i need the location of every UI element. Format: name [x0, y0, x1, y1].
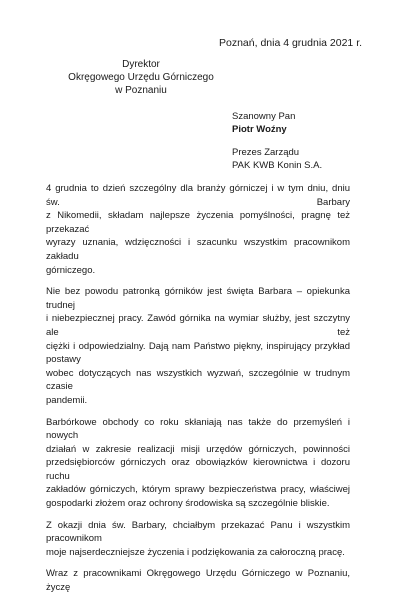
body-line: górniczego.	[46, 264, 96, 276]
sender-block	[46, 58, 236, 97]
recipient-role: Prezes Zarządu	[232, 147, 300, 158]
sender-office: Okręgowego Urzędu Górniczego	[68, 72, 214, 83]
body-line: gospodarki złożem oraz ochrony środowiska są szczególnie bliskie.	[46, 498, 330, 510]
paragraph-4	[46, 519, 350, 560]
recipient-name: Piotr Woźny	[232, 124, 287, 135]
recipient-block	[232, 110, 322, 172]
paragraph-5	[46, 567, 350, 594]
body-line: i niebezpiecznej pracy. Zawód górnika na wymiar służby, jest szczytny ale też	[46, 313, 350, 338]
sender-city: w Poznaniu	[115, 85, 167, 96]
body-line: wyrazy uznania, wdzięczności i szacunku wszystkim pracownikom zakładu	[46, 237, 350, 262]
body-line: 4 grudnia to dzień szczególny dla branży górniczej i w tym dniu, dniu św. Barbary	[46, 183, 350, 208]
paragraph-3	[46, 416, 350, 511]
body-line: Z okazji dnia św. Barbary, chciałbym przekazać Panu i wszystkim pracownikom	[46, 519, 350, 545]
letter-date: Poznań, dnia 4 grudnia 2021 r.	[219, 37, 363, 49]
body-line: zakładów górniczych, którym sprawy bezpieczeństwa pracy, właściwej	[46, 484, 350, 496]
paragraph-2	[46, 285, 350, 407]
body-line: Wraz z pracownikami Okręgowego Urzędu Górniczego w Poznaniu, życzę	[46, 568, 350, 594]
body-line: pandemii.	[46, 394, 88, 406]
body-line: z Nikomedii, składam najlepsze życzenia pomyślności, pragnę też przekazać	[46, 210, 350, 235]
body-line: Barbórkowe obchody co roku skłaniają nas także do przemyśleń i nowych	[46, 416, 350, 442]
recipient-salutation: Szanowny Pan	[232, 111, 296, 122]
letter-body	[46, 182, 350, 595]
paragraph-1	[46, 182, 350, 277]
body-line: moje najserdeczniejsze życzenia i podziękowania za całoroczną pracę.	[46, 546, 345, 558]
recipient-spacer	[232, 136, 322, 146]
sender-title: Dyrektor	[122, 59, 160, 70]
body-line: ciężki i odpowiedzialny. Dają nam Państwo piękny, inspirujący przykład postawy	[46, 340, 350, 366]
body-line: przedsiębiorców górniczych oraz obowiązków kierownictwa i dozoru ruchu	[46, 457, 350, 482]
recipient-company: PAK KWB Konin S.A.	[232, 160, 323, 171]
body-line: Nie bez powodu patronką górników jest święta Barbara – opiekunka trudnej	[46, 286, 350, 311]
body-line: działań w zakresie realizacji misji urzędów górniczych, powinności	[46, 443, 350, 455]
body-line: wobec dotyczących nas wszystkich wyzwań, szczególnie w trudnym czasie	[46, 367, 350, 393]
